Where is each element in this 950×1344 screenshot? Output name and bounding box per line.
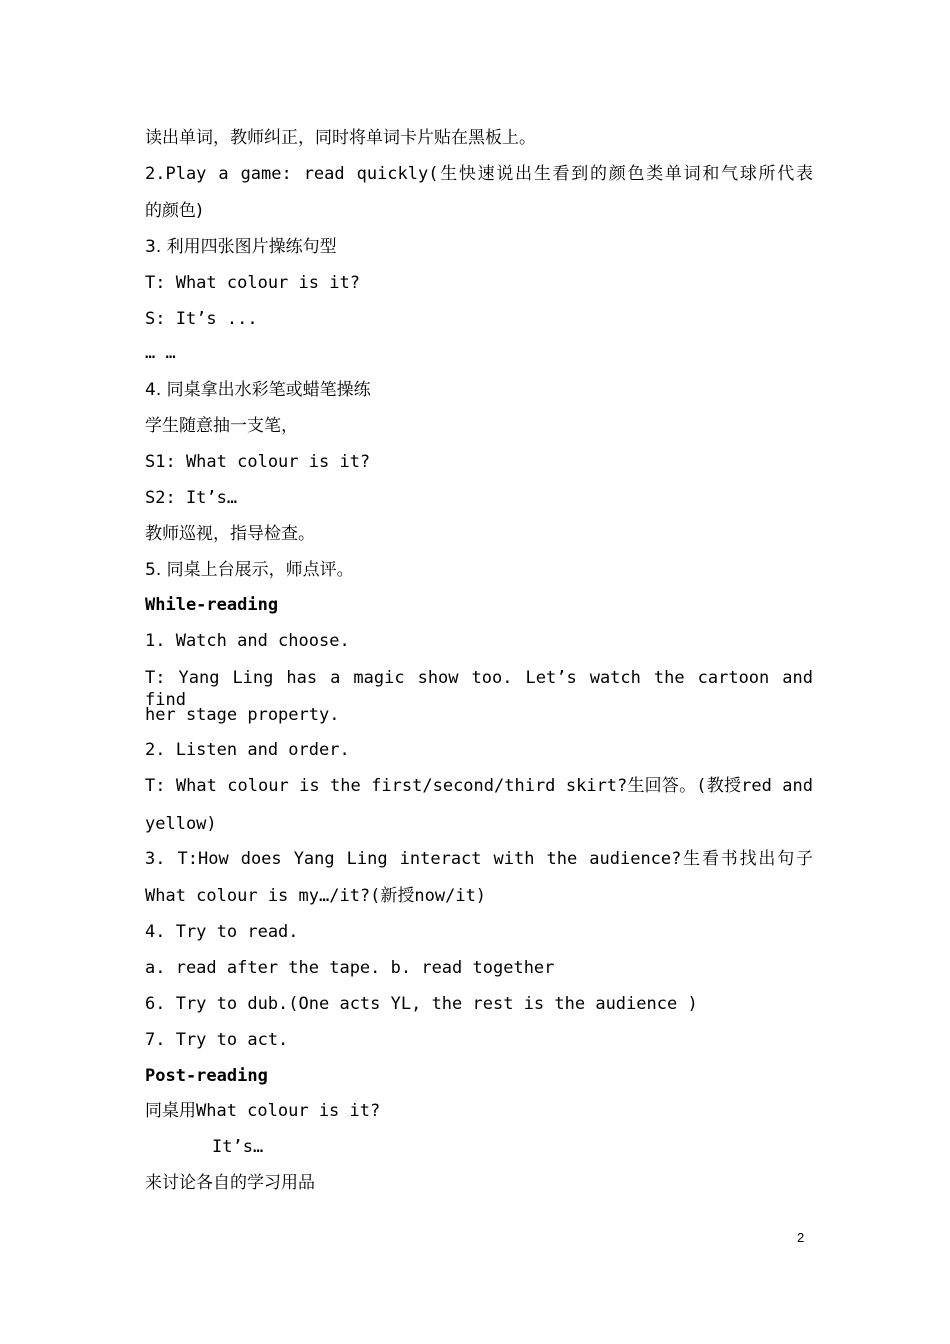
text-line: 教师巡视，指导检查。 [145,524,315,544]
text-line: 读出单词，教师纠正，同时将单词卡片贴在黑板上。 [145,128,536,148]
text-line: What colour is my…/it?(新授now/it) [145,886,487,906]
text-line: 1. Watch and choose. [145,631,350,651]
text-line: 3. T:How does Yang Ling interact with the audience?生看书找出句子 [145,849,813,869]
text-line: 6. Try to dub.(One acts YL, the rest is the audience ) [145,994,698,1014]
text-line: S2: It’s… [145,488,238,508]
text-line: 2.Play a game: read quickly(生快速说出生看到的颜色类单词和气球所代表 [145,164,813,184]
text-line: It’s… [212,1137,264,1157]
text-line: … … [145,343,176,363]
text-line: T: What colour is it? [145,273,360,293]
text-line: 学生随意抽一支笔， [145,416,298,436]
text-line: 同桌用What colour is it? [145,1101,381,1121]
section-heading: While-reading [145,595,279,615]
text-line: 3. 利用四张图片操练句型 [145,237,337,257]
text-line: T: What colour is the first/second/third skirt?生回答。(教授red and [145,776,813,796]
text-line: a. read after the tape. b. read together [145,958,555,978]
text-line: S: It’s ... [145,309,258,329]
text-line: 7. Try to act. [145,1030,289,1050]
text-line: her stage property. [145,705,340,725]
text-line: 的颜色) [145,201,203,221]
text-line: 2. Listen and order. [145,740,350,760]
text-line: 来讨论各自的学习用品 [145,1173,315,1193]
text-line: T: Yang Ling has a magic show too. Let’s watch the cartoon and find [145,668,813,710]
text-line: S1: What colour is it? [145,452,371,472]
text-line: 4. 同桌拿出水彩笔或蜡笔操练 [145,380,371,400]
text-line: 4. Try to read. [145,922,299,942]
section-heading: Post-reading [145,1066,268,1086]
text-line: yellow) [145,814,217,834]
page-number: 2 [797,1230,805,1245]
text-line: 5. 同桌上台展示，师点评。 [145,560,354,580]
